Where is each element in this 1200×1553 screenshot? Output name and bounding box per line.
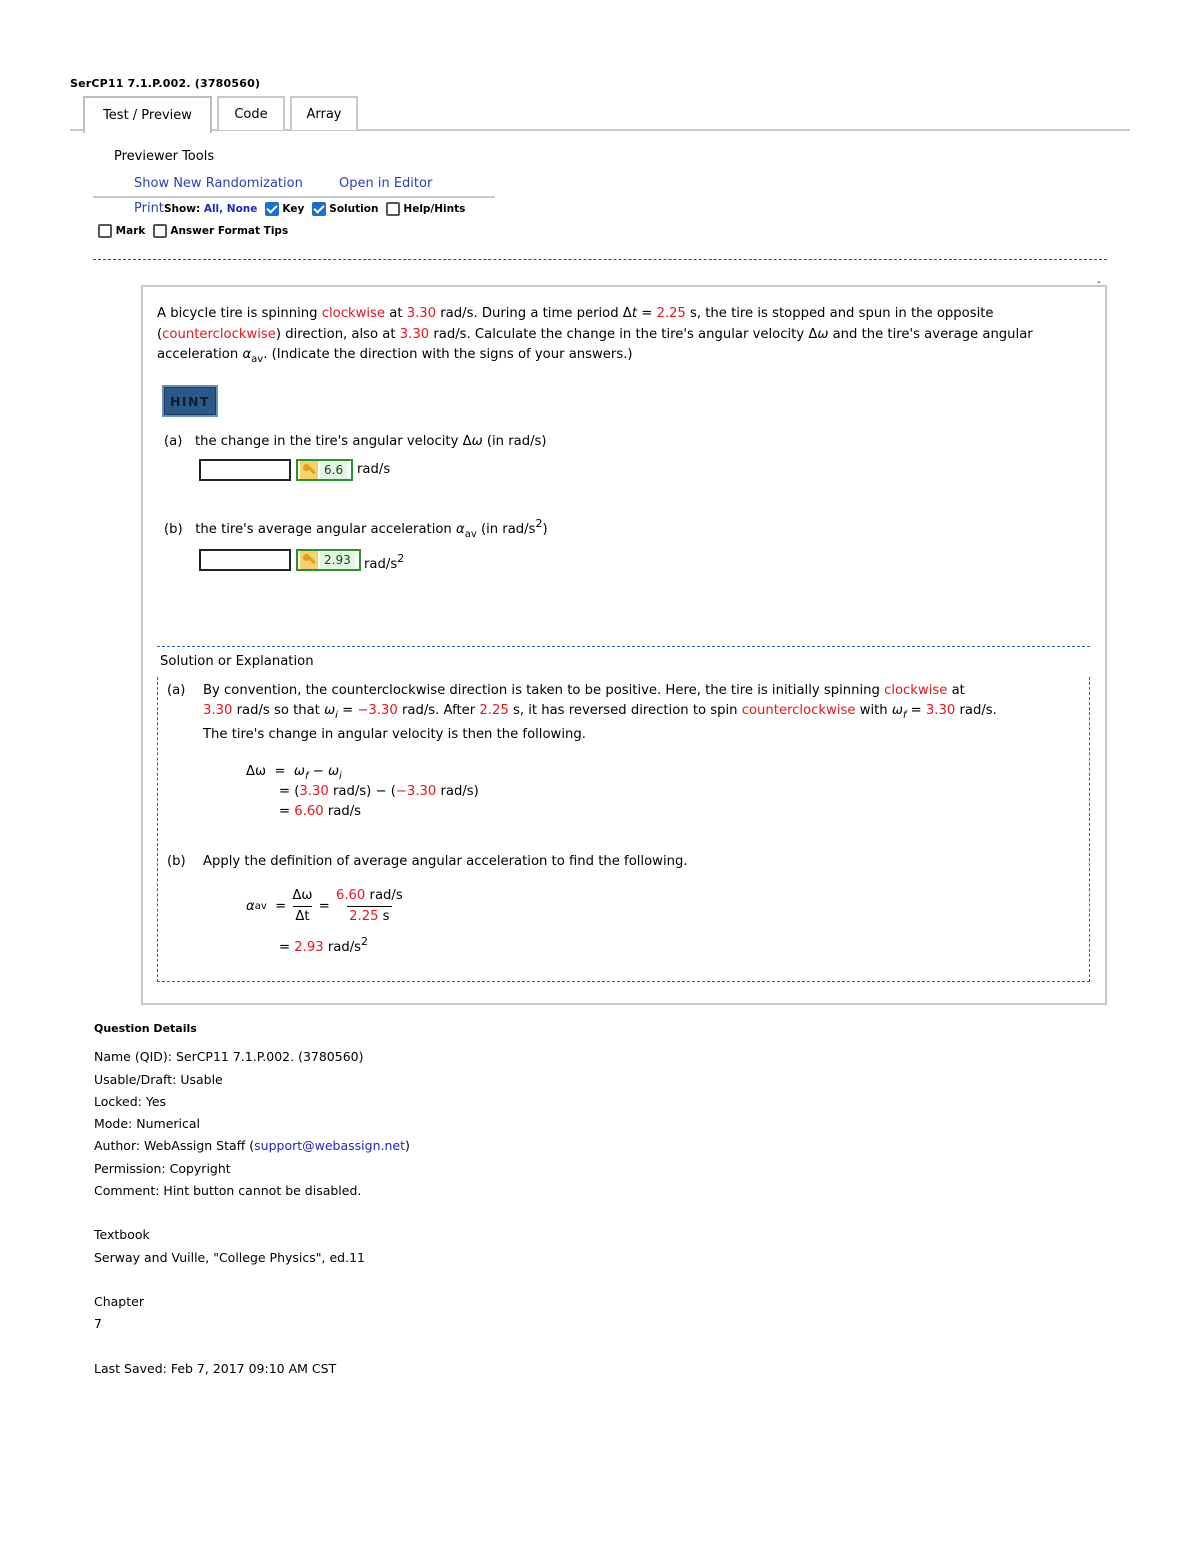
solution-label: Solution bbox=[329, 203, 379, 215]
solution-title: Solution or Explanation bbox=[160, 654, 314, 669]
equation-result-a: = 6.60 rad/s bbox=[279, 804, 362, 819]
details-last-saved: Last Saved: Feb 7, 2017 09:10 AM CST bbox=[94, 1360, 337, 1376]
part-b-answer-input[interactable] bbox=[199, 549, 291, 571]
details-textbook: Serway and Vuille, "College Physics", ed.11 bbox=[94, 1249, 365, 1265]
equation-alpha: α av = $\frac{\Delta\omega}{\Delta t}$ = $\frac{\text{6.60 rad/s}}{2.25 s}$ bbox=[246, 886, 405, 927]
tab-array[interactable]: Array bbox=[290, 96, 358, 130]
solution-a-text-2: The tire's change in angular velocity is then the following. bbox=[203, 727, 586, 742]
key-icon bbox=[300, 461, 318, 479]
details-mode: Mode: Numerical bbox=[94, 1116, 200, 1132]
part-b-prompt: (b) the tire's average angular acceleration $\alpha_{av}$ (in rad/$s^2$) bbox=[164, 517, 548, 540]
fraction-delta-omega-over-delta-t: $\frac{\Delta\omega}{\Delta t}$ bbox=[290, 886, 314, 927]
key-checkbox[interactable] bbox=[265, 202, 279, 216]
previewer-tools-title: Previewer Tools bbox=[114, 149, 215, 164]
show-all-link[interactable]: All, bbox=[203, 203, 224, 215]
show-new-randomization-link[interactable]: Show New Randomization bbox=[134, 176, 303, 191]
mark-label: Mark bbox=[115, 225, 146, 237]
details-comment: Comment: Hint button cannot be disabled. bbox=[94, 1183, 362, 1199]
details-chapter-label: Chapter bbox=[94, 1293, 144, 1309]
question-details bbox=[94, 1018, 410, 1380]
details-textbook-label: Textbook bbox=[94, 1227, 150, 1243]
solution-divider bbox=[157, 646, 1090, 647]
author-email-link[interactable]: support@webassign.net bbox=[254, 1138, 405, 1154]
open-in-editor-link[interactable]: Open in Editor bbox=[339, 176, 433, 191]
solution-b-letter: (b) bbox=[167, 854, 186, 869]
details-permission: Permission: Copyright bbox=[94, 1160, 231, 1176]
show-none-link[interactable]: None bbox=[226, 203, 258, 215]
part-b-unit: rad/$s^2$ bbox=[364, 552, 405, 572]
show-label: Show: bbox=[164, 203, 201, 215]
tools-divider bbox=[93, 196, 495, 198]
solution-b-text: Apply the definition of average angular acceleration to find the following. bbox=[203, 854, 688, 869]
show-options-row bbox=[164, 202, 465, 216]
part-a-answer-input[interactable] bbox=[199, 459, 291, 481]
details-usable: Usable/Draft: Usable bbox=[94, 1071, 223, 1087]
part-a-unit: rad/s bbox=[357, 462, 391, 477]
answer-format-tips-label: Answer Format Tips bbox=[170, 225, 289, 237]
help-hints-label: Help/Hints bbox=[403, 203, 466, 215]
help-hints-checkbox[interactable] bbox=[386, 202, 400, 216]
details-locked: Locked: Yes bbox=[94, 1093, 167, 1109]
solution-a-letter: (a) bbox=[167, 683, 186, 698]
print-link[interactable]: Print bbox=[134, 201, 164, 216]
answer-format-tips-checkbox[interactable] bbox=[153, 224, 167, 238]
equation-result-b: = 2.93 rad/$s^2$ bbox=[279, 935, 369, 955]
section-separator bbox=[93, 259, 1107, 260]
solution-checkbox[interactable] bbox=[312, 202, 326, 216]
key-label: Key bbox=[282, 203, 305, 215]
part-a-answer-key: 6.6 bbox=[296, 459, 353, 481]
details-chapter: 7 bbox=[94, 1316, 102, 1332]
key-icon bbox=[300, 551, 318, 569]
details-author: Author: WebAssign Staff (support@webassign.net) bbox=[94, 1138, 410, 1154]
part-b-answer-key: 2.93 bbox=[296, 549, 361, 571]
mark-options-row bbox=[98, 224, 288, 238]
hint-button[interactable]: HINT bbox=[162, 385, 218, 417]
corner-mark: - bbox=[1097, 277, 1101, 288]
equation-substitution: = (3.30 rad/s) − (−3.30 rad/s) bbox=[279, 784, 479, 799]
details-name: Name (QID): SerCP11 7.1.P.002. (3780560) bbox=[94, 1049, 364, 1065]
details-title: Question Details bbox=[94, 1022, 197, 1035]
tab-test-preview[interactable]: Test / Preview bbox=[83, 96, 212, 133]
equation-delta-omega: $\Delta\omega = \omega_f - \omega_i$ bbox=[246, 764, 342, 782]
direction-clockwise: clockwise bbox=[321, 306, 386, 321]
solution-a-text: By convention, the counterclockwise direction is taken to be positive. Here, the tire is initially spinning clockwise at 3.30 rad/s so that $\omega_i = -3.30$ rad/s. After 2.25 s, it has reversed direction to spin counterclockwise with $\omega_f = 3.30$ rad/s. bbox=[203, 683, 997, 721]
direction-counterclockwise: counterclockwise bbox=[162, 326, 276, 342]
problem-statement: A bicycle tire is spinning clockwise at 3.30 rad/s. During a time period Δt = 2.25 s, the tire is stopped and spun in the opposite (counterclockwise) direction, also at 3.30 rad/s. Calculate the change in the tire's angular velocity Δω and the tire's average angular acceleration $\alpha_{av}$. (Indicate the direction with the signs of your answers.) bbox=[157, 306, 1033, 365]
tab-code[interactable]: Code bbox=[217, 96, 285, 130]
part-a-prompt: (a) the change in the tire's angular velocity Δω (in rad/s) bbox=[164, 434, 547, 449]
mark-checkbox[interactable] bbox=[98, 224, 112, 238]
question-id-title: SerCP11 7.1.P.002. (3780560) bbox=[70, 77, 261, 90]
fraction-values: $\frac{\text{6.60 rad/s}}{2.25 s}$ bbox=[334, 886, 405, 927]
